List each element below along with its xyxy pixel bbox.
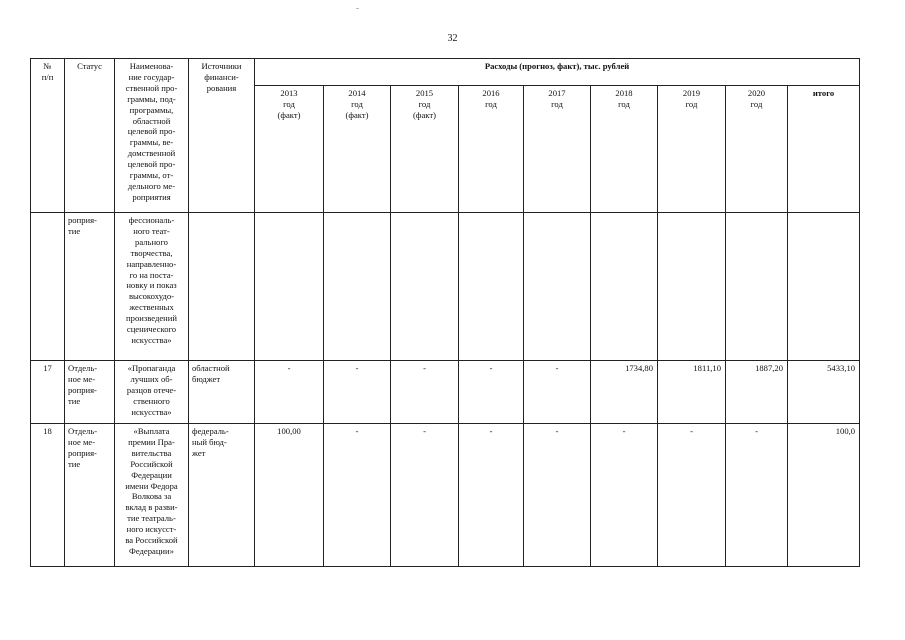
- row-name: «Пропаганда лучших об- разцов отече- ственного искусства»: [115, 361, 189, 424]
- row-value-2013: [255, 213, 324, 361]
- header-status: Статус: [65, 59, 115, 213]
- row-total: 100,0: [788, 424, 860, 567]
- header-total: итого: [788, 86, 860, 213]
- row-status: Отдель- ное ме- роприя- тие: [65, 361, 115, 424]
- header-year-2020: 2020 год: [726, 86, 788, 213]
- header-year-2018: 2018 год: [591, 86, 658, 213]
- row-value-2017: -: [524, 361, 591, 424]
- header-year-2015: 2015 год (факт): [391, 86, 459, 213]
- row-value-2015: -: [391, 361, 459, 424]
- header-expenses: Расходы (прогноз, факт), тыс. рублей: [255, 59, 860, 86]
- row-value-2014: -: [324, 361, 391, 424]
- row-total: 5433,10: [788, 361, 860, 424]
- header-name: Наименова- ние государ- ственной про- граммы, под- программы, областной целевой про- граммы, ве- домственной целевой про- граммы, от- дельного ме- роприятия: [115, 59, 189, 213]
- expenses-table: [30, 58, 860, 567]
- row-source: областной бюджет: [189, 361, 255, 424]
- header-year-2013: 2013 год (факт): [255, 86, 324, 213]
- row-value-2019: 1811,10: [658, 361, 726, 424]
- row-value-2016: -: [459, 361, 524, 424]
- row-value-2020: [726, 213, 788, 361]
- header-sources: Источники финанси- рования: [189, 59, 255, 213]
- row-name: «Выплата премии Пра- вительства Российской Федерации имени Федора Волкова за вклад в разви- тие театраль- ного искусст- ва Российской Федерации»: [115, 424, 189, 567]
- row-value-2016: -: [459, 424, 524, 567]
- header-year-2016: 2016 год: [459, 86, 524, 213]
- row-value-2020: 1887,20: [726, 361, 788, 424]
- table-row: [31, 361, 860, 424]
- page-number: 32: [447, 33, 458, 44]
- row-value-2013: 100,00: [255, 424, 324, 567]
- row-name: фессиональ- ного теат- рального творчества, направленно- го на поста- новку и показ высокохудо- жественных произведений сценического искусства»: [115, 213, 189, 361]
- row-num: 18: [31, 424, 65, 567]
- row-value-2016: [459, 213, 524, 361]
- table-row: [31, 424, 860, 567]
- row-value-2017: [524, 213, 591, 361]
- row-status: роприя- тие: [65, 213, 115, 361]
- row-value-2013: -: [255, 361, 324, 424]
- header-year-2019: 2019 год: [658, 86, 726, 213]
- row-value-2019: [658, 213, 726, 361]
- row-value-2014: [324, 213, 391, 361]
- row-num: [31, 213, 65, 361]
- header-num: № п/п: [31, 59, 65, 213]
- row-value-2018: 1734,80: [591, 361, 658, 424]
- row-value-2019: -: [658, 424, 726, 567]
- header-year-2014: 2014 год (факт): [324, 86, 391, 213]
- row-value-2017: -: [524, 424, 591, 567]
- row-value-2018: [591, 213, 658, 361]
- row-num: 17: [31, 361, 65, 424]
- row-source: [189, 213, 255, 361]
- row-value-2014: -: [324, 424, 391, 567]
- row-value-2015: [391, 213, 459, 361]
- row-total: [788, 213, 860, 361]
- row-value-2018: -: [591, 424, 658, 567]
- header-year-2017: 2017 год: [524, 86, 591, 213]
- scan-artifact: [356, 8, 359, 9]
- row-status: Отдель- ное ме- роприя- тие: [65, 424, 115, 567]
- table-row: [31, 213, 860, 361]
- header-row-top: [31, 59, 860, 86]
- row-source: федераль- ный бюд- жет: [189, 424, 255, 567]
- row-value-2015: -: [391, 424, 459, 567]
- row-value-2020: -: [726, 424, 788, 567]
